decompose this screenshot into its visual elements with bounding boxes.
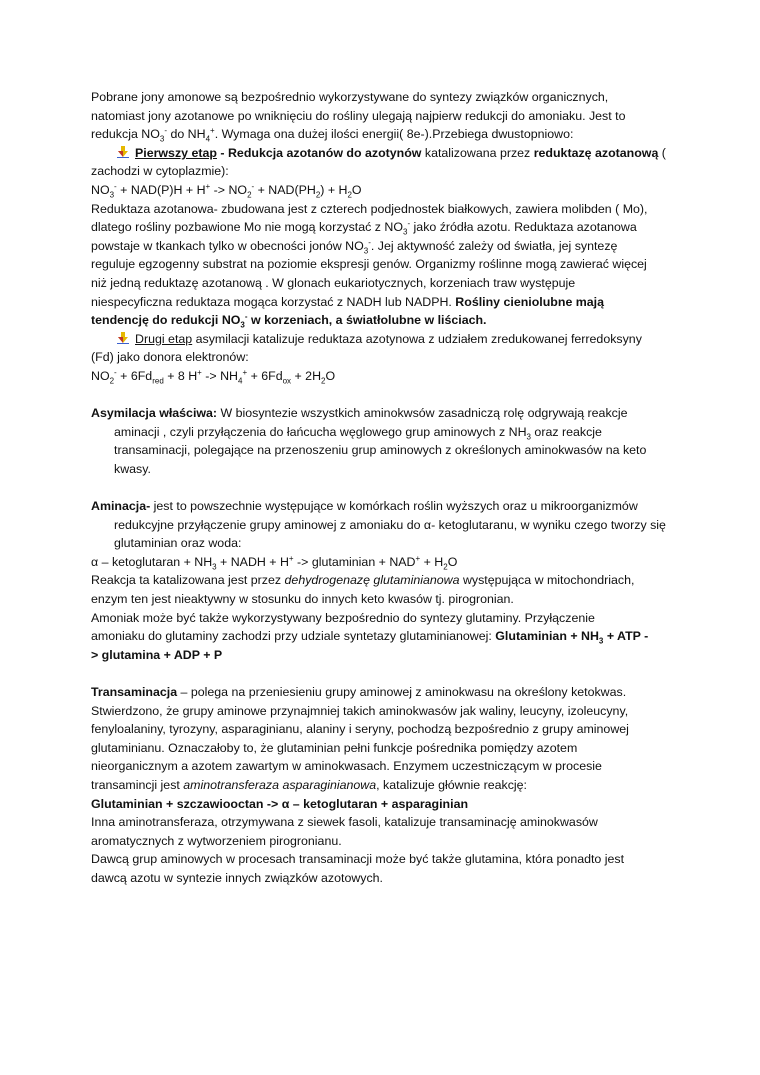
amin-line-5: enzym ten jest nieaktywny w stosunku do innych keto kwasów tj. pirogronian. bbox=[91, 592, 514, 607]
intro-line-1: Pobrane jony amonowe są bezpośrednio wykorzystywane do syntezy związków organicznych, bbox=[91, 90, 609, 104]
asym-line-1: Asymilacja właściwa: W biosyntezie wszystkich aminokwsów zasadniczą rolę odgrywają reakcje bbox=[91, 406, 628, 421]
trans-line-7: Glutaminian + szczawiooctan -> α – ketoglutaran + asparaginian bbox=[91, 796, 469, 811]
amin-line-4: Reakcja ta katalizowana jest przez dehydrogenazę glutaminianowa występująca w mitochondriach, bbox=[91, 573, 635, 588]
trans-line-5: nieorganicznym a azotem zawartym w aminokwasach. Enzymem uczestniczącym w procesie bbox=[91, 759, 602, 774]
trans-line-3: fenyloalaniny, tyrozyny, asparaginianu, alaniny i seryny, pochodzą bezpośrednio z grupy aminowej bbox=[91, 722, 629, 737]
intro-line-3: redukcja $NO_3^-$ do $NH_4^+$. Wymaga ona dużej ilości energii( 8e-).Przebiega dwustopniowo: bbox=[91, 126, 574, 144]
trans-line-6: transamincji jest aminotransferaza asparaginianowa, katalizuje głównie reakcję: bbox=[91, 777, 527, 792]
trans-line-11: dawcą azotu w syntezie innych związków azotowych. bbox=[91, 870, 384, 885]
amin-line-2: redukcyjne przyłączenie grupy aminowej z amoniaku do α- ketoglutaranu, w wyniku czego tworzy się bbox=[114, 517, 666, 532]
etap1-desc-5: niż jedną reduktazę azotanową . W glonach eukariotycznych, korzeniach traw występuje bbox=[91, 275, 576, 290]
amin-equation: α – ketoglutaran + $NH_3$ + NADH + H+ -> glutaminian + $NAD^+ + H_2O$ bbox=[91, 553, 458, 572]
etap2-equation: $NO_2^- + 6Fd_{red} + 8$ $H^+ -> NH_4^+ + 6Fd_{ox} + 2H_2O$ bbox=[91, 367, 336, 386]
etap1-desc-6: niespecyficzna reduktaza mogąca korzystać z NADH lub NADPH. Rośliny cieniolubne mają bbox=[91, 294, 605, 309]
etap1-heading: Pierwszy etap - Redukcja azotanów do azotynów katalizowana przez reduktazę azotanową ( bbox=[91, 144, 691, 163]
trans-line-2: Stwierdzono, że grupy aminowe przynajmniej takich aminokwasów jak waliny, leucyny, izoleucyny, bbox=[91, 703, 629, 718]
etap1-equation: $NO_3^- + NAD(P)H + H^+ -> NO_2^- + NAD(PH_2) + H_2O$ bbox=[91, 181, 362, 200]
trans-line-4: glutaminianu. Oznaczałoby to, że glutaminian pełni funkcje pośrednika pomiędzy azotem bbox=[91, 740, 578, 755]
trans-line-10: Dawcą grup aminowych w procesach transaminacji może być także glutamina, która ponadto jest bbox=[91, 852, 625, 867]
etap1-desc-2: dlatego rośliny pozbawione Mo nie mogą korzystać z $NO_3^-$ jako źródła azotu. Reduktaza azotanowa bbox=[91, 219, 637, 237]
etap2-line-2: (Fd) jako donora elektronów: bbox=[91, 350, 249, 365]
amin-line-6: Amoniak może być także wykorzystywany bezpośrednio do syntezy glutaminy. Przyłączenie bbox=[91, 610, 595, 625]
amin-line-1: Aminacja- jest to powszechnie występujące w komórkach roślin wyższych oraz u mikroorganizmów bbox=[91, 499, 638, 514]
etap1-desc-3: powstaje w tkankach tylko w obecności jonów $NO_3^-$. Jej aktywność zależy od światła, jej syntezę bbox=[91, 237, 618, 256]
trans-line-9: aromatycznych z wytworzeniem pirogronianu. bbox=[91, 833, 342, 848]
amin-line-3: glutaminian oraz woda: bbox=[114, 536, 242, 551]
etap1-desc-4: reguluje egzogenny substrat na poziomie ekspresji genów. Organizmy roślinne mogą zawierać więcej bbox=[91, 257, 647, 272]
asym-line-3: transaminacji, polegające na przenoszeniu grup aminowych z określonych aminokwasów na keto bbox=[114, 443, 647, 458]
etap1-line-2: zachodzi w cytoplazmie): bbox=[91, 164, 229, 179]
asym-line-4: kwasy. bbox=[114, 461, 151, 476]
arrow-bullet-icon bbox=[117, 146, 129, 158]
asym-line-2: aminacji , czyli przyłączenia do łańcucha węglowego grup aminowych z $NH_3$ oraz reakcje bbox=[114, 424, 602, 442]
trans-line-1: Transaminacja – polega na przeniesieniu grupy aminowej z aminokwasu na określony ketokwas. bbox=[91, 685, 627, 699]
etap2-heading: Drugi etap asymilacji katalizuje reduktaza azotynowa z udziałem zredukowanej ferredoksyny bbox=[91, 330, 691, 349]
document-page bbox=[91, 88, 691, 888]
amin-line-7: amoniaku do glutaminy zachodzi przy udziale syntetazy glutaminianowej: Glutaminian + $NH_3$ + ATP - bbox=[91, 629, 649, 646]
trans-line-8: Inna aminotransferaza, otrzymywana z siewek fasoli, katalizuje transaminację aminokwasów bbox=[91, 815, 598, 830]
intro-line-2: natomiast jony azotanowe po wniknięciu do rośliny ulegają najpierw redukcji do amoniaku. Jest to bbox=[91, 108, 626, 123]
amin-line-8: > glutamina + ADP + P bbox=[91, 647, 223, 662]
etap1-desc-7: tendencję do redukcji $NO_3^-$ w korzeniach, a światłolubne w liściach. bbox=[91, 312, 487, 330]
arrow-bullet-icon bbox=[117, 332, 129, 344]
etap1-desc-1: Reduktaza azotanowa- zbudowana jest z czterech podjednostek białkowych, zawiera molibden ( Mo), bbox=[91, 201, 648, 216]
